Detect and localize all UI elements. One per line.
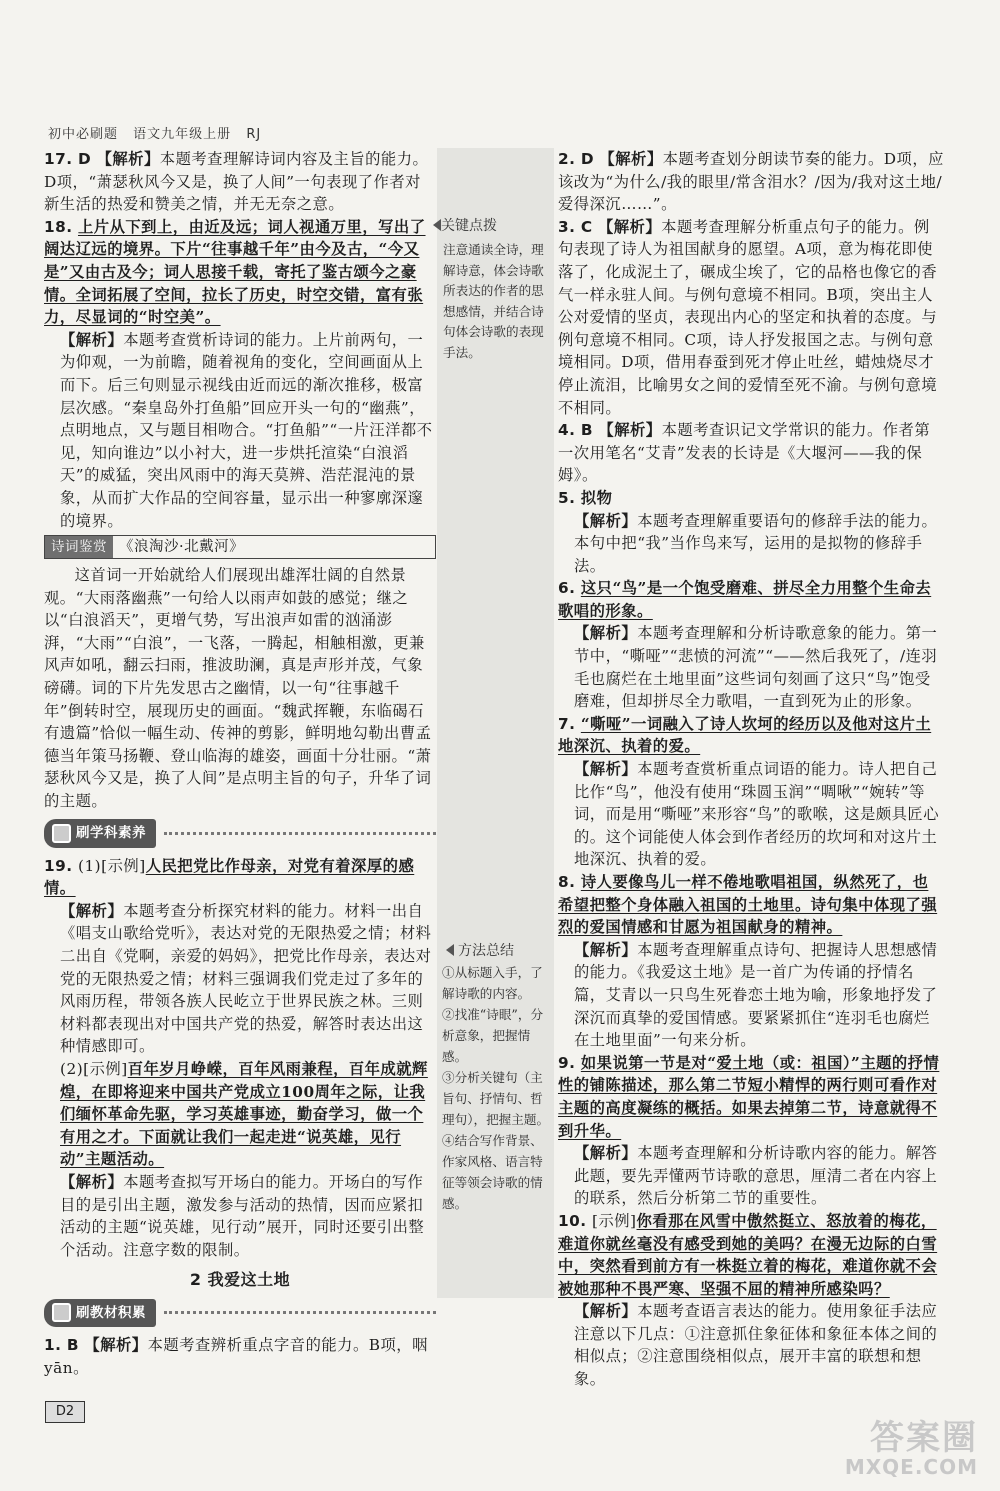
q8: 8. 诗人要像鸟儿一样不倦地歌唱祖国，纵然死了，也希望把整个身体融入祖国的土地里。诗句集中体现了强烈的爱国情感和甘愿为祖国献身的精神。 — [558, 873, 938, 937]
book-edition: RJ — [246, 127, 262, 142]
q10-analysis: 【解析】本题考查语言表达的能力。使用象征手法应注意以下几点：①注意抓住象征体和象征本体之间的相似点；②注意围绕相似点，展开丰富的联想和想象。 — [574, 1302, 938, 1389]
method-item: ②找准“诗眼”，分析意象，把握情感。 — [442, 1007, 544, 1064]
q4: 4. B 【解析】本题考查识记文学常识的能力。作者第一次用笔名“艾青”发表的长诗是《大堰河——我的保姆》。 — [558, 421, 931, 485]
q10: 10. [示例]你看那在风雪中傲然挺立、怒放着的梅花，难道你就丝毫没有感受到她的美吗？在漫无边际的白雪中，突然看到前方有一株挺立着的梅花，难道你就不会被她那种不畏严寒、坚强不屈的精神所感染吗？ — [558, 1211, 938, 1298]
poem-appreciation-label: 诗词鉴赏 — [45, 536, 113, 558]
watermark-logo-text: 答案圈 — [870, 1418, 978, 1458]
left-column — [44, 148, 436, 1379]
poem-appreciation-text: 这首词一开始就给人们展现出雄浑壮阔的自然景观。“大雨落幽燕”一句给人以雨声如鼓的感觉；继之以“白浪滔天”，更增气势，写出浪声如雷的汹涌澎湃，“大雨”“白浪”，一飞落，一腾起，相触相激，更兼风声如吼，翻云扫雨，推波助澜，真是声形并茂，气象磅礴。词的下片先发思古之幽情，以一句“往事越千年”倒转时空，展现历史的画面。“魏武挥鞭，东临碣石有遗篇”恰似一幅生动、传神的剪影，鲜明地勾勒出曹孟德当年策马扬鞭、登山临海的雄姿，画面十分壮丽。“萧瑟秋风今又是，换了人间”是点明主旨的句子，升华了词的主题。 — [44, 566, 432, 811]
q2: 2. D 【解析】本题考查划分朗读节奏的能力。D项，应该改为“为什么/我的眼里/常含泪水？/因为/我对这土地/爱得深沉……”。 — [558, 150, 944, 214]
q3: 3. C 【解析】本题考查理解分析重点句子的能力。例句表现了诗人为祖国献身的愿望。A项，意为梅花即使落了，化成泥土了，碾成尘埃了，它的品格也像它的香气一样永驻人间。与例句意境不相同。B项，突出主人公对爱情的坚贞，表现出内心的坚定和执着的态度。与例句意境不相同。C项，诗人抒发报国之志。与例句意境相同。D项，借用春蚕到死才停止吐丝，蜡烛烧尽才停止流泪，比喻男女之间的爱情至死不渝。与例句意境不相同。 — [558, 217, 938, 417]
page-number: D2 — [45, 1401, 85, 1423]
dotted-divider — [164, 1311, 436, 1314]
q9: 9. 如果说第一节是对“爱土地（或：祖国）”主题的抒情性的铺陈描述，那么第二节短小精悍的两行则可看作对主题的高度凝练的概括。如果去掉第二节，诗意就得不到升华。 — [558, 1053, 940, 1140]
q5: 5. 拟物 — [558, 488, 613, 507]
q6-analysis: 【解析】本题考查理解和分析诗歌意象的能力。第一节中，“嘶哑”“悲愤的河流”“——然后我死了，/连羽毛也腐烂在土地里面”这些词句刻画了这只“鸟”饱受磨难，但却拼尽全力歌唱，一直到死为止的形象。 — [574, 624, 938, 711]
key-point-text: 注意通读全诗，理解诗意，体会诗歌所表达的作者的思想感情，并结合诗句体会诗歌的表现手法。 — [443, 242, 544, 360]
book-title: 初中必刷题 — [48, 127, 119, 142]
q19-part2-analysis: 【解析】本题考查拟写开场白的能力。开场白的写作目的是引出主题，激发参与活动的热情，因而应紧扣活动的主题“说英雄，见行动”展开，同时还要引出整个活动。注意字数的限制。 — [60, 1172, 425, 1259]
q6: 6. 这只“鸟”是一个饱受磨难、拼尽全力用整个生命去歌唱的形象。 — [558, 579, 932, 620]
q18: 18. 上片从下到上，由近及远；词人视通万里，写出了阔达辽远的境界。下片“往事越千年”由今及古，“今又是”又由古及今；词人思接千载，寄托了鉴古颂今之豪情。全词拓展了空间，拉长了历史，时空交错，富有张力，尽显词的“时空美”。 — [44, 217, 426, 327]
poem-appreciation-bar — [44, 535, 436, 559]
method-summary-list — [442, 962, 550, 1214]
q17: 17. D 【解析】本题考查理解诗词内容及主旨的能力。D项，“萧瑟秋风今又是，换了人间”一句表现了作者对新生活的热爱和赞美之情，并无无奈之意。 — [44, 150, 429, 214]
poem-title: 《浪淘沙·北戴河》 — [119, 538, 245, 555]
dotted-divider — [164, 832, 436, 835]
method-summary-title: 方法总结 — [458, 943, 514, 959]
q18-analysis: 【解析】本题考查赏析诗词的能力。上片前两句，一为仰观，一为前瞻，随着视角的变化，空间画面从上而下。后三句则显示视线由近而远的渐次推移，极富层次感。“秦皇岛外打鱼船”回应开头一句的“幽燕”，点明地点，又与题目相吻合。“打鱼船”“一片汪洋都不见，知向谁边”以小衬大，进一步烘托渲染“白浪滔天”的威猛，突出风雨中的海天莫辨、浩茫混沌的景象，从而扩大作品的空间容量，显示出一种寥廓深邃的境界。 — [60, 330, 433, 530]
watermark — [845, 1410, 978, 1479]
method-item: ④结合写作背景、作家风格、语言特征等领会诗歌的情感。 — [442, 1133, 543, 1211]
q1: 1. B 【解析】本题考查辨析重点字音的能力。B项，咽 yān。 — [44, 1335, 428, 1377]
pointer-arrow-icon — [433, 219, 441, 231]
method-item: ③分析关键句（主旨句、抒情句、哲理句），把握主题。 — [442, 1070, 550, 1127]
q9-analysis: 【解析】本题考查理解和分析诗歌内容的能力。解答此题，要先弄懂两节诗歌的意思，厘清二者在内容上的联系，然后分析第二节的重要性。 — [574, 1144, 938, 1208]
q19-part2: (2)[示例]百年岁月峥嵘，百年风雨兼程，百年成就辉煌，在即将迎来中国共产党成立100周年之际，让我们缅怀革命先驱，学习英雄事迹，勤奋学习，做一个有用之才。下面就让我们一起走进“说英雄，见行动”主题活动。 — [60, 1059, 428, 1169]
q19-part1: 19. (1)[示例]人民把党比作母亲，对党有着深厚的感情。 — [44, 856, 415, 898]
right-column — [558, 148, 944, 1391]
q7-analysis: 【解析】本题考查赏析重点词语的能力。诗人把自己比作“鸟”，他没有使用“珠圆玉润”“啁啾”“婉转”等词，而是用“嘶哑”来形容“鸟”的歌喉，这是颇具匠心的。这个词能使人体会到作者经历的坎坷和对这片土地深沉、执着的爱。 — [574, 760, 940, 869]
q8-analysis: 【解析】本题考查理解重点诗句、把握诗人思想感情的能力。《我爱这土地》是一首广为传诵的抒情名篇，艾青以一只鸟生死眷恋土地为喻，形象地抒发了深沉而真挚的爱国情感。要紧紧抓住“连羽毛也腐烂在土地里面”一句来分析。 — [574, 940, 938, 1050]
q19-part1-analysis: 【解析】本题考查分析探究材料的能力。材料一出自《唱支山歌给党听》，表达对党的无限热爱之情；材料二出自《党啊，亲爱的妈妈》，把党比作母亲，表达对党的无限热爱之情；材料三强调我们党走过了多年的风雨历程，带领各族人民屹立于世界民族之林。三则材料都表现出对中国共产党的热爱，解答时表达出这种情感即可。 — [60, 901, 432, 1056]
section-subject-literacy: 刷学科素养 — [44, 821, 436, 847]
q5-analysis: 【解析】本题考查理解重要语句的修辞手法的能力。本句中把“我”当作鸟来写，运用的是拟物的修辞手法。 — [574, 511, 938, 575]
q7: 7. “嘶哑”一词融入了诗人坎坷的经历以及他对这片土地深沉、执着的爱。 — [558, 714, 932, 756]
book-subject: 语文九年级上册 — [133, 127, 232, 142]
section-textbook: 刷教材积累 — [44, 1300, 436, 1326]
book-icon — [52, 824, 71, 843]
lesson-title: 2 我爱这土地 — [189, 1270, 291, 1290]
method-item: ①从标题入手，了解诗歌的内容。 — [442, 965, 543, 1001]
watermark-url: MXQE.COM — [844, 1455, 978, 1479]
key-point-title: 关键点拨 — [441, 218, 497, 234]
book-icon — [52, 1303, 71, 1322]
book-header — [48, 123, 271, 142]
pointer-arrow-icon — [446, 944, 454, 956]
